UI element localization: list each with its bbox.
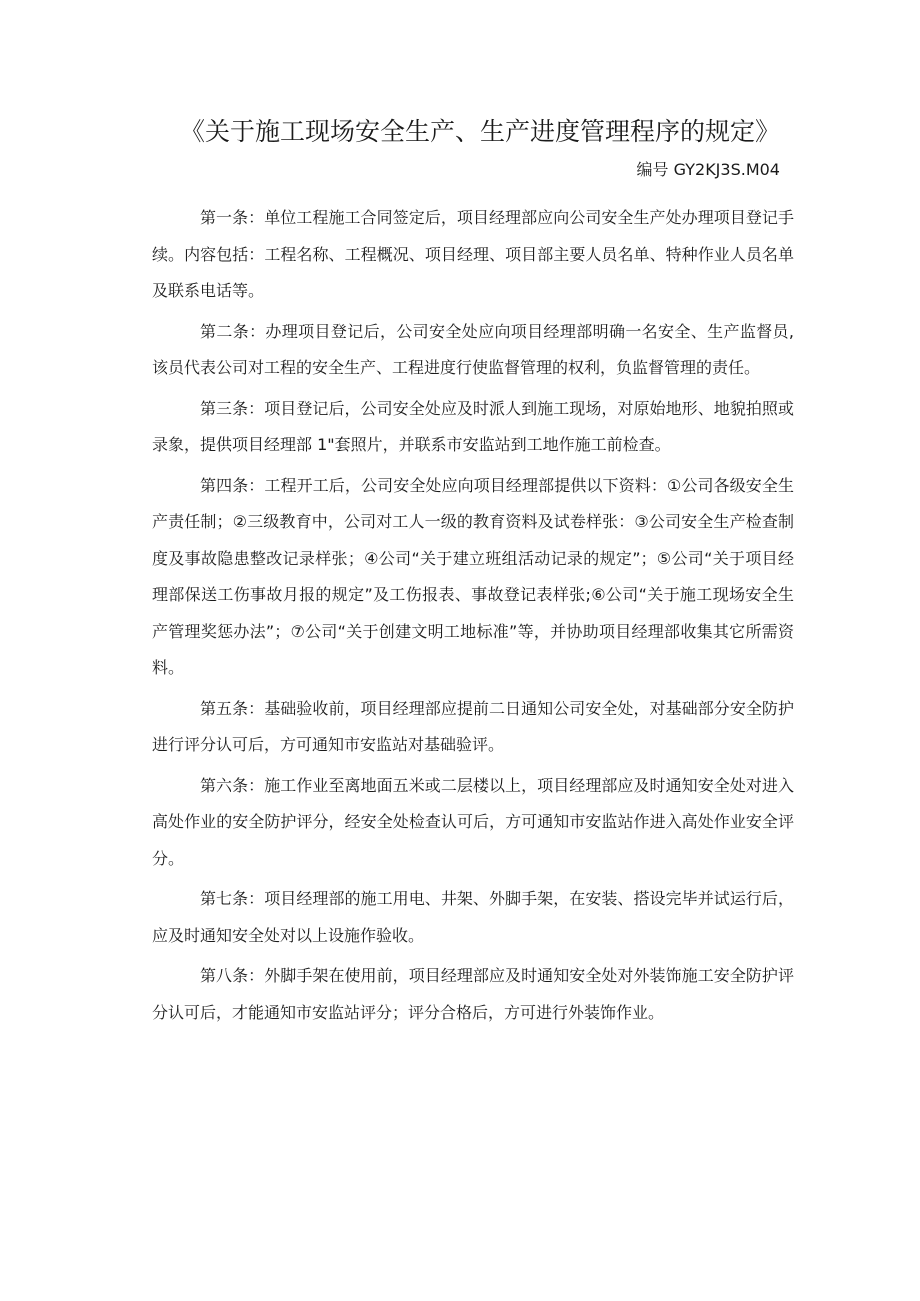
article-4: 第四条：工程开工后，公司安全处应向项目经理部提供以下资料：①公司各级安全生产责任制；②三级教育中，公司对工人一级的教育资料及试卷样张：③公司安全生产检查制度及事故隐患整改记录样张；④公司“关于建立班组活动记录的规定”；⑤公司“关于项目经理部保送工伤事故月报的规定”及工伤报表、事故登记表样张;⑥公司“关于施工现场安全生产管理奖惩办法”；⑦公司“关于创建文明工地标准”等，并协助项目经理部收集其它所需资料。: [152, 475, 794, 677]
article-6: 第六条：施工作业至离地面五米或二层楼以上，项目经理部应及时通知安全处对进入高处作业的安全防护评分，经安全处检查认可后，方可通知市安监站作进入高处作业安全评分。: [152, 775, 794, 868]
document-body: [152, 200, 794, 1035]
article-2: 第二条：办理项目登记后，公司安全处应向项目经理部明确一名安全、生产监督员,该员代表公司对工程的安全生产、工程进度行使监督管理的权利，负监督管理的责任。: [152, 321, 794, 377]
article-1: 第一条：单位工程施工合同签定后，项目经理部应向公司安全生产处办理项目登记手续。内容包括：工程名称、工程概况、项目经理、项目部主要人员名单、特种作业人员名单及联系电话等。: [152, 208, 794, 300]
document-number: 编号 GY2KJ3S.M04: [636, 160, 780, 179]
article-5: 第五条：基础验收前，项目经理部应提前二日通知公司安全处，对基础部分安全防护进行评分认可后，方可通知市安监站对基础验评。: [152, 698, 794, 754]
article-7: 第七条：项目经理部的施工用电、井架、外脚手架，在安装、搭设完毕并试运行后，应及时通知安全处对以上设施作验收。: [152, 889, 794, 945]
article-3: 第三条：项目登记后，公司安全处应及时派人到施工现场，对原始地形、地貌拍照或录象，提供项目经理部 1"套照片，并联系市安监站到工地作施工前检查。: [152, 398, 794, 454]
document-title: 《关于施工现场安全生产、生产进度管理程序的规定》: [179, 117, 780, 146]
article-8: 第八条：外脚手架在使用前，项目经理部应及时通知安全处对外装饰施工安全防护评分认可后，才能通知市安监站评分；评分合格后，方可进行外装饰作业。: [152, 966, 794, 1022]
